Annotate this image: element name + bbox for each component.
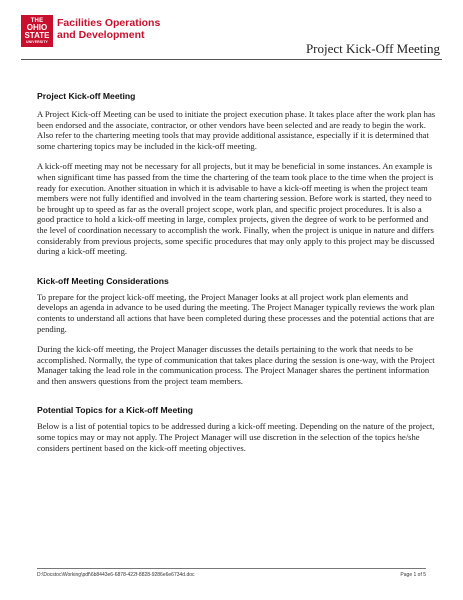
paragraph: To prepare for the project kick-off meeting, the Project Manager looks at all project work plan elements and develops an agenda in advance to be used during the meeting. The Project Manager typically reviews the work plan contents to understand all actions that have been completed during these processes and the potential actions that are pending. [37,291,435,334]
organization-name-line2: and Development [57,29,145,41]
university-logo [21,15,53,47]
logo-text-line2: OHIO [26,22,48,32]
organization-name-line1: Facilities Operations [57,17,161,29]
paragraph: During the kick-off meeting, the Project Manager discusses the details pertaining to the work that needs to be accomplished. Normally, the type of communication that takes place during the session is one-way, with the Project Manager taking the lead role in the communication process. The Project Manager shares the pertinent information and then answers questions from the project team members. [37,344,435,386]
section-title-considerations: Kick-off Meeting Considerations [37,275,169,286]
paragraph: A Project Kick-off Meeting can be used to initiate the project execution phase. It takes place after the work plan has been endorsed and the associate, contractor, or other vendors have been selected and are ready to begin the work. Also refer to the chartering meeting tools that may provide additional assistance, especially if it is determined that some chartering topics may be included in the kick-off meeting. [37,109,436,151]
paragraph: A kick-off meeting may not be necessary for all projects, but it may be beneficial in some instances. An example is when significant time has passed from the time the chartering of the team took place to the time when the project is ready for execution. Another situation in which it is advisable to have a kick-off meeting is when the project team members were not fully identified and involved in the team chartering session. Before work is started, they need to be brought up to speed as far as the overall project scope, work plan, and specific project procedures. It is also a good practice to hold a kick-off meeting in large, complex projects, given the degree of work to be performed and the level of coordination necessary to accomplish the work. Finally, when the project is unique in nature and differs considerably from previous projects, some specific procedures that may only apply to this project may be discussed during a kick-off meeting. [37,161,435,257]
footer-divider [37,568,426,569]
logo-text-line4: UNIVERSITY [25,39,48,44]
logo-text-line1: THE [30,17,44,24]
organization-name [57,17,160,41]
section-title-kickoff-meeting: Project Kick-off Meeting [37,91,136,101]
header-document-title: Project Kick-Off Meeting [305,41,440,56]
document-body [37,91,437,463]
footer-page-number: Page 1 of 5 [400,572,426,578]
header-divider [21,59,442,60]
logo-text-line3: STATE [24,30,50,40]
paragraph: Below is a list of potential topics to be addressed during a kick-off meeting. Depending on the nature of the project, some topics may or may not apply. The Project Manager will use discretion in the selection of the topics he/she considers pertinent based on the kick-off meeting objectives. [37,421,435,453]
section-title-potential-topics: Potential Topics for a Kick-off Meeting [37,405,193,416]
footer-file-path: D:\Docstoc\Working\pdf\6b8443e6-6878-422f-8828-9286e6e6734d.doc [37,572,195,578]
